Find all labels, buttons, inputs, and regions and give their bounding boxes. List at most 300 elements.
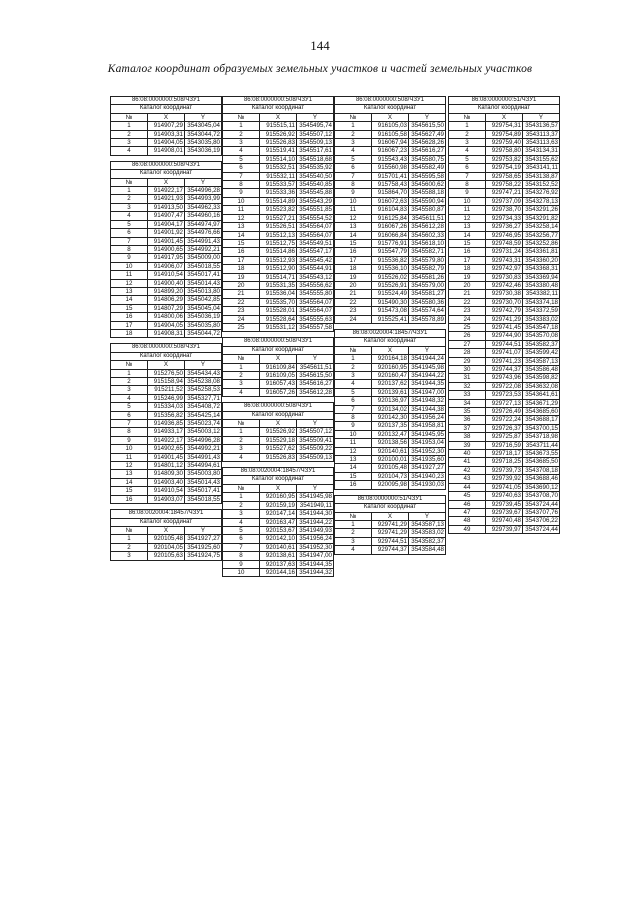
- point-number: 4: [111, 212, 148, 220]
- x-value: 920136,97: [372, 397, 409, 405]
- table-row: [223, 535, 334, 543]
- x-value: 914922,17: [148, 187, 185, 195]
- x-value: 914910,54: [148, 271, 185, 279]
- header-num: №: [111, 526, 148, 534]
- table-header-row: [111, 361, 222, 369]
- table-row: [111, 147, 222, 155]
- table-row: [111, 535, 222, 543]
- x-value: 914917,95: [148, 254, 185, 262]
- x-value: 914908,31: [148, 329, 185, 337]
- table-row: [449, 483, 560, 491]
- table-row: [449, 508, 560, 516]
- table-row: [449, 298, 560, 306]
- y-value: 3545580,36: [409, 298, 446, 306]
- point-number: 1: [223, 122, 260, 130]
- x-value: 929758,80: [486, 147, 523, 155]
- x-value: 916057,26: [260, 388, 297, 396]
- table-row: [335, 464, 446, 472]
- x-value: 915526,51: [260, 223, 297, 231]
- point-number: 12: [335, 447, 372, 455]
- point-number: 7: [111, 420, 148, 428]
- table-row: [223, 428, 334, 436]
- y-value: 3545618,10: [409, 239, 446, 247]
- table-row: [449, 323, 560, 331]
- y-value: 3541925,60: [185, 543, 222, 551]
- table-row: [449, 290, 560, 298]
- table-row: [111, 122, 222, 130]
- y-value: 3543138,87: [523, 172, 560, 180]
- point-number: 13: [111, 287, 148, 295]
- point-number: 1: [223, 428, 260, 436]
- table-row: [449, 273, 560, 281]
- x-value: 914809,30: [148, 470, 185, 478]
- point-number: 30: [449, 366, 486, 374]
- table-caption-row: [111, 105, 222, 113]
- table-header-row: [223, 113, 334, 121]
- table-id-row: [223, 338, 334, 346]
- point-number: 6: [449, 164, 486, 172]
- table-row: [335, 520, 446, 528]
- table-row: [111, 313, 222, 321]
- point-number: 5: [335, 388, 372, 396]
- table-row: [449, 382, 560, 390]
- table-row: [223, 265, 334, 273]
- x-value: 920137,35: [372, 422, 409, 430]
- y-value: 3543688,46: [523, 475, 560, 483]
- y-value: 3543587,13: [523, 357, 560, 365]
- y-value: 3545023,74: [185, 420, 222, 428]
- coordinate-table: [222, 402, 334, 462]
- table-header-row: [111, 113, 222, 121]
- point-number: 10: [449, 197, 486, 205]
- x-value: 914904,05: [148, 321, 185, 329]
- x-value: 929716,59: [486, 441, 523, 449]
- table-row: [449, 374, 560, 382]
- table-row: [223, 122, 334, 130]
- y-value: 3544994,61: [185, 462, 222, 470]
- table-id: 86:08:0020004:18457/ЧЗУ1: [223, 468, 334, 476]
- x-value: 920142,30: [372, 414, 409, 422]
- table-row: [335, 422, 446, 430]
- table-id-row: [335, 97, 446, 105]
- y-value: 3545517,61: [297, 147, 334, 155]
- y-value: 3545555,63: [297, 315, 334, 323]
- point-number: 14: [223, 231, 260, 239]
- y-value: 3541945,98: [409, 363, 446, 371]
- point-number: 10: [111, 445, 148, 453]
- point-number: 16: [111, 495, 148, 503]
- table-row: [449, 206, 560, 214]
- y-value: 3545580,87: [409, 206, 446, 214]
- point-number: 2: [223, 436, 260, 444]
- table-row: [111, 271, 222, 279]
- table-row: [335, 239, 446, 247]
- y-value: 3543673,55: [523, 450, 560, 458]
- page-heading: Каталог координат образуемых земельных участков и частей земельных участков: [107, 63, 533, 75]
- y-value: 3541948,32: [409, 397, 446, 405]
- table-row: [335, 456, 446, 464]
- point-number: 1: [111, 535, 148, 543]
- x-value: 929758,22: [486, 181, 523, 189]
- x-value: 915515,11: [260, 122, 297, 130]
- x-value: 915536,04: [260, 290, 297, 298]
- table-caption-row: [335, 105, 446, 113]
- point-number: 29: [449, 357, 486, 365]
- y-value: 3545434,43: [185, 369, 222, 377]
- x-value: 929742,79: [486, 307, 523, 315]
- y-value: 3545045,04: [185, 304, 222, 312]
- table-row: [223, 172, 334, 180]
- table-row: [223, 453, 334, 461]
- header-x: X: [148, 113, 185, 121]
- y-value: 3543258,14: [523, 223, 560, 231]
- point-number: 23: [335, 307, 372, 315]
- point-number: 7: [223, 543, 260, 551]
- point-number: 8: [223, 552, 260, 560]
- table-row: [335, 363, 446, 371]
- y-value: 3545017,41: [185, 487, 222, 495]
- x-value: 920138,61: [260, 552, 297, 560]
- y-value: 3543570,08: [523, 332, 560, 340]
- y-value: 3545557,58: [297, 323, 334, 331]
- x-value: 929723,53: [486, 391, 523, 399]
- point-number: 11: [335, 439, 372, 447]
- point-number: 34: [449, 399, 486, 407]
- y-value: 3545044,72: [185, 329, 222, 337]
- table-row: [335, 307, 446, 315]
- x-value: 916072,63: [372, 197, 409, 205]
- point-number: 4: [335, 546, 372, 554]
- table-header-row: [111, 526, 222, 534]
- x-value: 915529,18: [260, 436, 297, 444]
- header-y: Y: [297, 113, 334, 121]
- point-number: 3: [111, 139, 148, 147]
- y-value: 3545518,68: [297, 155, 334, 163]
- table-row: [335, 481, 446, 489]
- x-value: 920105,63: [148, 552, 185, 560]
- point-number: 8: [335, 414, 372, 422]
- y-value: 3543724,44: [523, 525, 560, 533]
- x-value: 920140,61: [372, 447, 409, 455]
- table-caption-row: [449, 105, 560, 113]
- table-row: [449, 357, 560, 365]
- point-number: 15: [335, 239, 372, 247]
- coordinate-table: [334, 495, 446, 555]
- y-value: 3543291,26: [523, 206, 560, 214]
- table-row: [335, 265, 446, 273]
- point-number: 14: [335, 464, 372, 472]
- y-value: 3545018,55: [185, 495, 222, 503]
- table-id-row: [111, 344, 222, 352]
- x-value: 915523,82: [260, 206, 297, 214]
- table-row: [111, 411, 222, 419]
- point-number: 17: [335, 256, 372, 264]
- header-num: №: [335, 346, 372, 354]
- y-value: 3545014,43: [185, 279, 222, 287]
- y-value: 3541944,35: [297, 560, 334, 568]
- table-row: [449, 239, 560, 247]
- table-row: [335, 439, 446, 447]
- point-number: 2: [449, 130, 486, 138]
- coordinate-table: [222, 467, 334, 577]
- table-caption: Каталог координат: [335, 105, 446, 113]
- point-number: 10: [223, 568, 260, 576]
- y-value: 3545590,94: [409, 197, 446, 205]
- table-row: [223, 372, 334, 380]
- table-caption: Каталог координат: [335, 338, 446, 346]
- y-value: 3545003,80: [185, 470, 222, 478]
- point-number: 7: [335, 405, 372, 413]
- table-row: [335, 290, 446, 298]
- y-value: 3541944,30: [297, 510, 334, 518]
- y-value: 3545556,62: [297, 281, 334, 289]
- table-caption: Каталог координат: [223, 476, 334, 484]
- x-value: 929741,29: [486, 315, 523, 323]
- coordinate-table: [222, 96, 334, 332]
- table-row: [223, 189, 334, 197]
- x-value: 915526,83: [260, 139, 297, 147]
- table-caption: Каталог координат: [111, 352, 222, 360]
- table-row: [449, 433, 560, 441]
- table-id-row: [111, 510, 222, 518]
- x-value: 915158,94: [148, 378, 185, 386]
- point-number: 11: [111, 271, 148, 279]
- table-id-row: [111, 161, 222, 169]
- table-row: [223, 552, 334, 560]
- y-value: 3545509,22: [297, 445, 334, 453]
- x-value: 929747,21: [486, 189, 523, 197]
- point-number: 3: [335, 139, 372, 147]
- point-number: 5: [449, 155, 486, 163]
- y-value: 3545018,55: [185, 262, 222, 270]
- table-row: [111, 304, 222, 312]
- table-row: [335, 472, 446, 480]
- coordinate-table: [110, 509, 222, 560]
- y-value: 3543724,44: [523, 500, 560, 508]
- y-value: 3543587,13: [409, 520, 446, 528]
- point-number: 37: [449, 424, 486, 432]
- point-number: 44: [449, 483, 486, 491]
- table-id: 86:08:0000000:51/ЧЗУ1: [449, 97, 560, 105]
- table-caption: Каталог координат: [223, 346, 334, 354]
- y-value: 3545582,79: [409, 265, 446, 273]
- y-value: 3543718,98: [523, 433, 560, 441]
- x-value: 929727,13: [486, 399, 523, 407]
- y-value: 3543547,18: [523, 323, 560, 331]
- y-value: 3545582,49: [409, 164, 446, 172]
- table-row: [449, 214, 560, 222]
- y-value: 3541944,32: [297, 568, 334, 576]
- x-value: 916105,03: [372, 122, 409, 130]
- y-value: 3545602,33: [409, 231, 446, 239]
- point-number: 9: [111, 436, 148, 444]
- y-value: 3543113,37: [523, 130, 560, 138]
- y-value: 3541949,11: [297, 501, 334, 509]
- y-value: 3543685,50: [523, 458, 560, 466]
- header-num: №: [111, 178, 148, 186]
- y-value: 3543382,11: [523, 290, 560, 298]
- table-row: [111, 237, 222, 245]
- x-value: 914907,29: [148, 122, 185, 130]
- column-4: [448, 96, 560, 539]
- x-value: 915490,30: [372, 298, 409, 306]
- table-header-row: [449, 113, 560, 121]
- y-value: 3543632,08: [523, 382, 560, 390]
- table-row: [449, 265, 560, 273]
- table-id: 86:08:0000000:508/ЧЗУ1: [111, 161, 222, 169]
- point-number: 4: [223, 147, 260, 155]
- table-row: [335, 546, 446, 554]
- header-y: Y: [185, 526, 222, 534]
- point-number: 21: [223, 290, 260, 298]
- y-value: 3541940,23: [409, 472, 446, 480]
- table-row: [111, 436, 222, 444]
- point-number: 5: [335, 155, 372, 163]
- point-number: 6: [223, 164, 260, 172]
- y-value: 3545628,26: [409, 139, 446, 147]
- point-number: 8: [449, 181, 486, 189]
- table-id-row: [223, 403, 334, 411]
- x-value: 920137,63: [260, 560, 297, 568]
- x-value: 915864,70: [372, 189, 409, 197]
- y-value: 3543291,82: [523, 214, 560, 222]
- table-row: [449, 525, 560, 533]
- table-row: [335, 189, 446, 197]
- point-number: 19: [223, 273, 260, 281]
- x-value: 920139,61: [372, 388, 409, 396]
- x-value: 929742,46: [486, 281, 523, 289]
- x-value: 929746,95: [486, 231, 523, 239]
- point-number: 4: [449, 147, 486, 155]
- x-value: 915527,21: [260, 214, 297, 222]
- x-value: 915531,12: [260, 323, 297, 331]
- header-num: №: [223, 484, 260, 492]
- point-number: 23: [449, 307, 486, 315]
- point-number: 31: [449, 374, 486, 382]
- point-number: 4: [223, 388, 260, 396]
- x-value: 929744,90: [486, 332, 523, 340]
- y-value: 3545540,85: [297, 181, 334, 189]
- table-row: [449, 349, 560, 357]
- point-number: 42: [449, 466, 486, 474]
- table-row: [223, 231, 334, 239]
- x-value: 914936,85: [148, 420, 185, 428]
- point-number: 35: [449, 408, 486, 416]
- point-number: 9: [223, 189, 260, 197]
- y-value: 3543276,92: [523, 189, 560, 197]
- x-value: 915512,75: [260, 239, 297, 247]
- y-value: 3545615,50: [409, 122, 446, 130]
- table-id: 86:08:0000000:508/ЧЗУ1: [223, 403, 334, 411]
- table-row: [111, 287, 222, 295]
- table-row: [223, 568, 334, 576]
- x-value: 916109,05: [260, 372, 297, 380]
- header-x: X: [260, 355, 297, 363]
- y-value: 3541944,38: [409, 405, 446, 413]
- y-value: 3545238,08: [185, 378, 222, 386]
- column-3: [334, 96, 446, 560]
- y-value: 3545544,91: [297, 265, 334, 273]
- y-value: 3541927,27: [185, 535, 222, 543]
- table-row: [449, 231, 560, 239]
- y-value: 3543685,60: [523, 408, 560, 416]
- y-value: 3544962,33: [185, 203, 222, 211]
- x-value: 929741,07: [486, 349, 523, 357]
- y-value: 3545600,62: [409, 181, 446, 189]
- y-value: 3543690,12: [523, 483, 560, 491]
- x-value: 915528,01: [260, 307, 297, 315]
- point-number: 25: [223, 323, 260, 331]
- y-value: 3545035,80: [185, 321, 222, 329]
- x-value: 914900,65: [148, 245, 185, 253]
- y-value: 3543360,20: [523, 256, 560, 264]
- point-number: 9: [223, 560, 260, 568]
- x-value: 914903,40: [148, 478, 185, 486]
- table-row: [335, 248, 446, 256]
- table-caption: Каталог координат: [223, 105, 334, 113]
- x-value: 915334,03: [148, 403, 185, 411]
- y-value: 3545509,41: [297, 436, 334, 444]
- y-value: 3545612,28: [409, 223, 446, 231]
- x-value: 915514,71: [260, 273, 297, 281]
- table-row: [111, 445, 222, 453]
- point-number: 22: [335, 298, 372, 306]
- y-value: 3545581,27: [409, 290, 446, 298]
- table-row: [449, 466, 560, 474]
- y-value: 3545551,85: [297, 206, 334, 214]
- y-value: 3543035,80: [185, 139, 222, 147]
- x-value: 920095,98: [372, 481, 409, 489]
- point-number: 20: [335, 281, 372, 289]
- table-id-row: [223, 468, 334, 476]
- point-number: 9: [335, 422, 372, 430]
- table-row: [449, 441, 560, 449]
- y-value: 3545595,58: [409, 172, 446, 180]
- table-caption: Каталог координат: [111, 170, 222, 178]
- table-row: [449, 500, 560, 508]
- page-number: 144: [310, 38, 330, 53]
- table-row: [111, 394, 222, 402]
- table-caption: Каталог координат: [335, 504, 446, 512]
- point-number: 9: [335, 189, 372, 197]
- x-value: 914807,29: [148, 304, 185, 312]
- table-row: [223, 363, 334, 371]
- table-caption-row: [111, 170, 222, 178]
- table-row: [335, 231, 446, 239]
- table-caption-row: [223, 346, 334, 354]
- table-caption: Каталог координат: [111, 518, 222, 526]
- x-value: 915535,70: [260, 298, 297, 306]
- table-row: [223, 560, 334, 568]
- table-row: [335, 197, 446, 205]
- y-value: 3541944,22: [297, 518, 334, 526]
- x-value: 929743,96: [486, 374, 523, 382]
- header-x: X: [148, 178, 185, 186]
- x-value: 929734,33: [486, 214, 523, 222]
- table-row: [111, 420, 222, 428]
- y-value: 3544991,43: [185, 237, 222, 245]
- y-value: 3541930,03: [409, 481, 446, 489]
- point-number: 2: [223, 130, 260, 138]
- table-row: [449, 189, 560, 197]
- table-row: [223, 388, 334, 396]
- y-value: 3541958,81: [409, 422, 446, 430]
- point-number: 36: [449, 416, 486, 424]
- y-value: 3541947,00: [297, 552, 334, 560]
- x-value: 929744,51: [372, 537, 409, 545]
- point-number: 24: [335, 315, 372, 323]
- table-row: [223, 290, 334, 298]
